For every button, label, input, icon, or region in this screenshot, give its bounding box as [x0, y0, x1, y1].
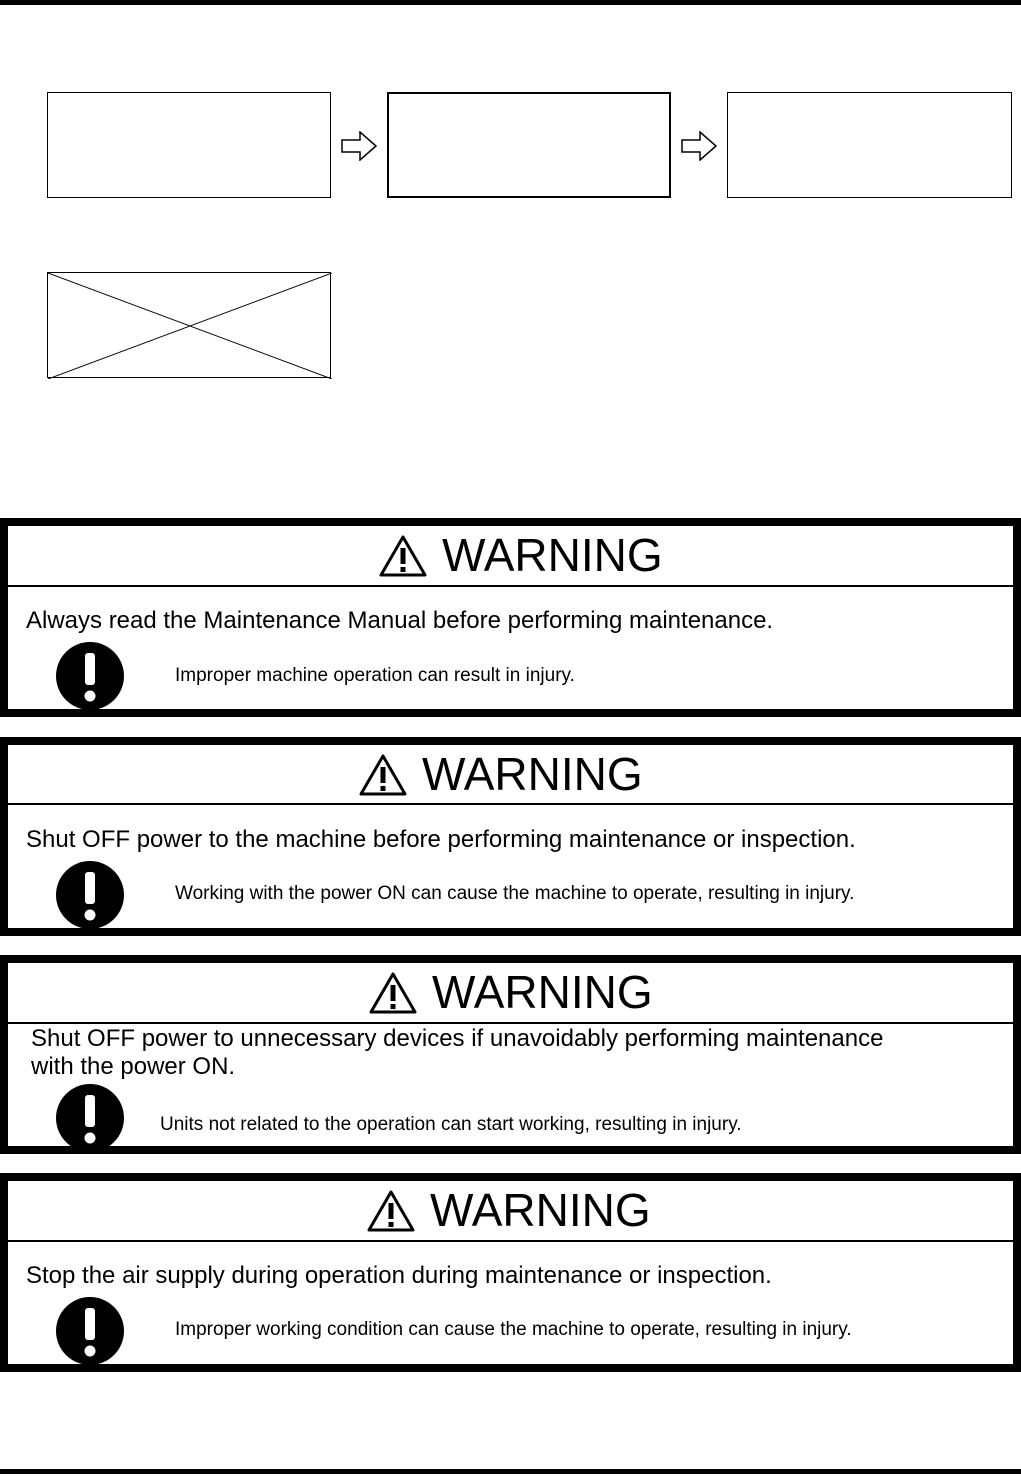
flow-step-box-2 — [387, 92, 671, 198]
warning-title: WARNING — [422, 748, 643, 800]
warning-message: Shut OFF power to the machine before performing maintenance or inspection. — [26, 826, 856, 853]
warning-triangle-icon — [358, 753, 408, 797]
warning-detail: Units not related to the operation can start working, resulting in injury. — [160, 1114, 742, 1135]
bottom-rule — [0, 1469, 1021, 1474]
warning-title: WARNING — [442, 529, 663, 581]
top-rule — [0, 0, 1021, 5]
flow-step-box-3 — [727, 92, 1012, 198]
mandatory-action-icon — [55, 860, 125, 930]
warning-panel-4 — [0, 1173, 1021, 1372]
warning-title: WARNING — [430, 1184, 651, 1236]
warning-triangle-icon — [378, 534, 428, 578]
right-arrow-icon — [341, 131, 377, 161]
warning-title: WARNING — [432, 966, 653, 1018]
warning-message-line-1: Shut OFF power to unnecessary devices if unavoidably performing maintenance — [31, 1025, 884, 1052]
cross-mark-icon — [48, 273, 332, 379]
warning-header — [8, 745, 1013, 805]
flow-step-box-crossed — [47, 272, 331, 378]
warning-header — [8, 526, 1013, 587]
mandatory-action-icon — [55, 641, 125, 711]
warning-triangle-icon — [366, 1189, 416, 1233]
warning-detail: Improper working condition can cause the machine to operate, resulting in injury. — [175, 1319, 852, 1340]
warning-header — [8, 1181, 1013, 1242]
mandatory-action-icon — [55, 1296, 125, 1366]
warning-panel-3 — [0, 955, 1021, 1154]
warning-detail: Working with the power ON can cause the machine to operate, resulting in injury. — [175, 883, 855, 904]
warning-header — [8, 963, 1013, 1024]
mandatory-action-icon — [55, 1083, 125, 1153]
warning-panel-2 — [0, 737, 1021, 936]
warning-panel-1 — [0, 518, 1021, 717]
warning-message: Always read the Maintenance Manual before performing maintenance. — [26, 607, 774, 634]
warning-detail: Improper machine operation can result in injury. — [175, 665, 575, 686]
warning-message: Stop the air supply during operation during maintenance or inspection. — [26, 1262, 772, 1289]
right-arrow-icon — [681, 131, 717, 161]
warning-message-line-2: with the power ON. — [31, 1053, 236, 1080]
warning-triangle-icon — [368, 971, 418, 1015]
flow-step-box-1 — [47, 92, 331, 198]
